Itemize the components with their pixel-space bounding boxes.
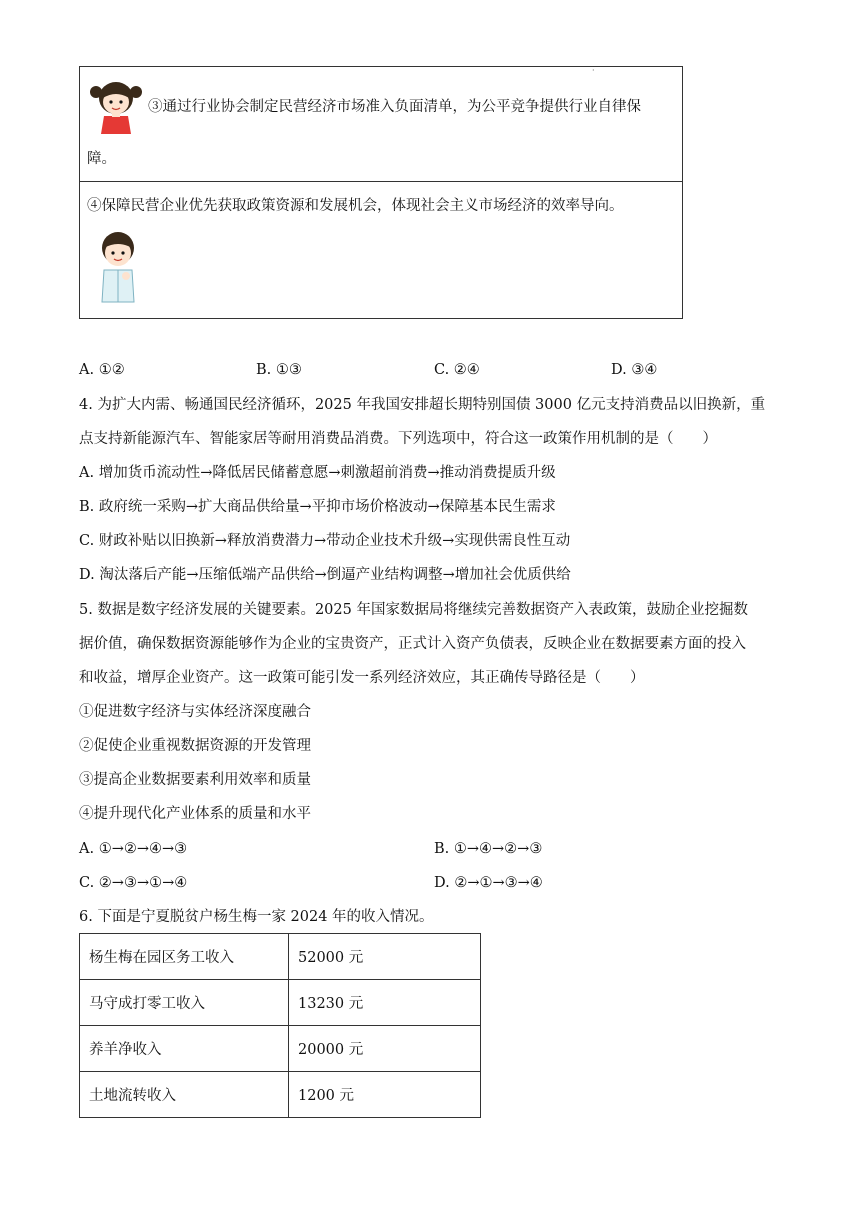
q5-item-2: ②促使企业重视数据资源的开发管理 xyxy=(79,738,311,754)
income-amount: 52000 元 xyxy=(289,934,481,980)
table-row xyxy=(80,1072,481,1118)
q6-stem: 6. 下面是宁夏脱贫户杨生梅一家 2024 年的收入情况。 xyxy=(79,909,434,925)
girl-cartoon-icon xyxy=(90,80,142,136)
q4-stem-line1: 4. 为扩大内需、畅通国民经济循环，2025 年我国安排超长期特别国债 3000 亿元支持消费品以旧换新，重 xyxy=(79,397,766,413)
statement-3-line2: 障。 xyxy=(87,151,116,167)
q4-option-b[interactable]: B. 政府统一采购→扩大商品供给量→平抑市场价格波动→保障基本民生需求 xyxy=(79,499,556,515)
q3-option-b[interactable]: B. ①③ xyxy=(256,362,302,378)
q5-option-d[interactable]: D. ②→①→③→④ xyxy=(434,875,543,891)
table-row xyxy=(80,934,481,980)
q5-option-a[interactable]: A. ①→②→④→③ xyxy=(79,841,188,857)
table-row xyxy=(80,1026,481,1072)
income-amount: 20000 元 xyxy=(289,1026,481,1072)
q5-stem-line3: 和收益，增厚企业资产。这一政策可能引发一系列经济效应，其正确传导路径是（ ） xyxy=(79,670,645,686)
income-amount: 13230 元 xyxy=(289,980,481,1026)
q5-item-1: ①促进数字经济与实体经济深度融合 xyxy=(79,704,311,720)
q3-option-d[interactable]: D. ③④ xyxy=(611,362,658,378)
q4-option-d[interactable]: D. 淘汰落后产能→压缩低端产品供给→倒逼产业结构调整→增加社会优质供给 xyxy=(79,567,571,583)
q5-item-3: ③提高企业数据要素利用效率和质量 xyxy=(79,772,311,788)
q4-stem-line2: 点支持新能源汽车、智能家居等耐用消费品消费。下列选项中，符合这一政策作用机制的是（ ） xyxy=(79,431,717,447)
income-item: 土地流转收入 xyxy=(80,1072,289,1118)
income-item: 养羊净收入 xyxy=(80,1026,289,1072)
q3-option-c[interactable]: C. ②④ xyxy=(434,362,480,378)
q5-item-4: ④提升现代化产业体系的质量和水平 xyxy=(79,806,311,822)
income-item: 杨生梅在园区务工收入 xyxy=(80,934,289,980)
table-row xyxy=(80,980,481,1026)
income-amount: 1200 元 xyxy=(289,1072,481,1118)
q5-stem-line1: 5. 数据是数字经济发展的关键要素。2025 年国家数据局将继续完善数据资产入表政策，鼓励企业挖掘数 xyxy=(79,602,748,618)
statement-3-line1: ③通过行业协会制定民营经济市场准入负面清单，为公平竞争提供行业自律保 xyxy=(148,99,641,115)
statement-4-line1: ④保障民营企业优先获取政策资源和发展机会，体现社会主义市场经济的效率导向。 xyxy=(87,198,624,214)
q5-stem-line2: 据价值，确保数据资源能够作为企业的宝贵资产，正式计入资产负债表，反映企业在数据要素方面的投入 xyxy=(79,636,746,652)
q5-option-b[interactable]: B. ①→④→②→③ xyxy=(434,841,543,857)
income-table xyxy=(79,933,481,1118)
stray-mark: · xyxy=(592,66,595,75)
income-item: 马守成打零工收入 xyxy=(80,980,289,1026)
q4-option-c[interactable]: C. 财政补贴以旧换新→释放消费潜力→带动企业技术升级→实现供需良性互动 xyxy=(79,533,571,549)
statement-3-box xyxy=(79,66,683,182)
q3-option-a[interactable]: A. ①② xyxy=(79,362,125,378)
q5-option-c[interactable]: C. ②→③→①→④ xyxy=(79,875,188,891)
q4-option-a[interactable]: A. 增加货币流动性→降低居民储蓄意愿→刺激超前消费→推动消费提质升级 xyxy=(79,465,556,481)
boy-cartoon-icon xyxy=(94,228,144,304)
